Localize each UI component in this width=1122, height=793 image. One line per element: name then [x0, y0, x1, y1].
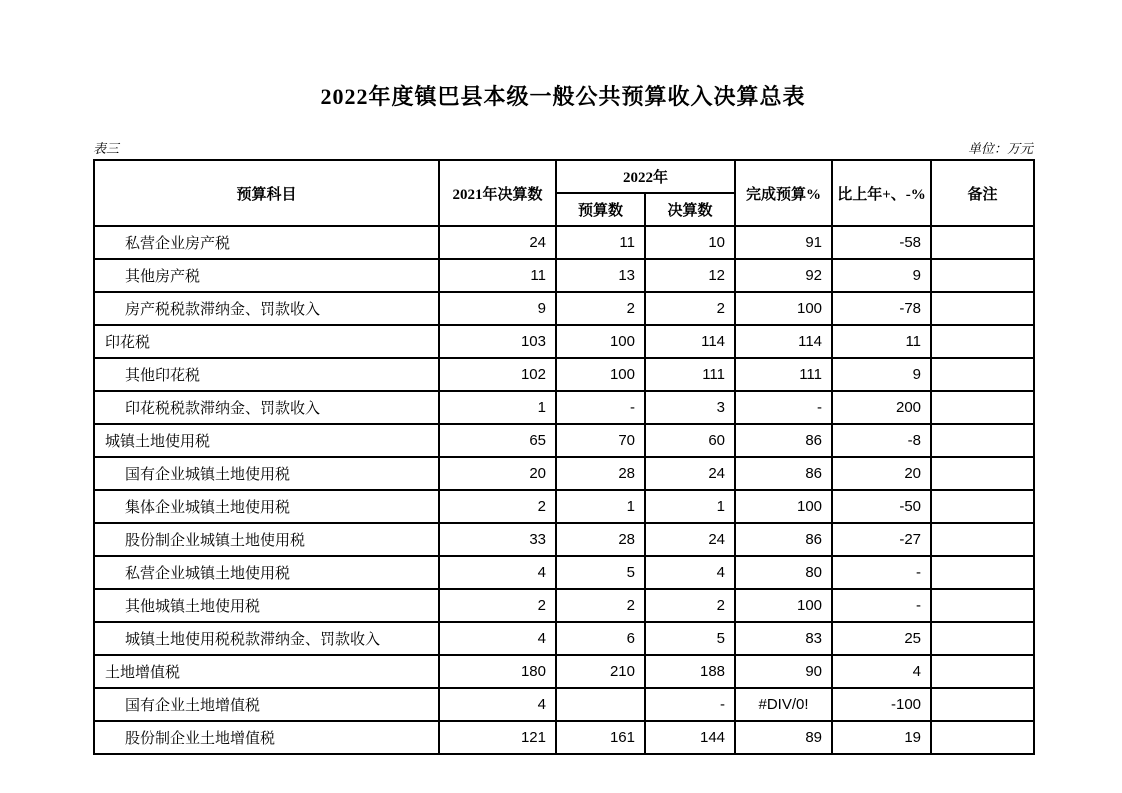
y2022-budget-cell: - — [556, 391, 645, 424]
table-row — [94, 622, 1034, 655]
completion-cell: 100 — [735, 589, 832, 622]
notes-cell — [931, 688, 1034, 721]
table-number-label: 表三 — [93, 141, 120, 156]
y2022-budget-cell: 28 — [556, 523, 645, 556]
subject-cell: 房产税税款滞纳金、罚款收入 — [94, 292, 439, 325]
subject-cell: 其他印花税 — [94, 358, 439, 391]
y2022-budget-cell: 210 — [556, 655, 645, 688]
notes-cell — [931, 358, 1034, 391]
page-title: 2022年度镇巴县本级一般公共预算收入决算总表 — [320, 84, 806, 109]
table-row — [94, 721, 1034, 754]
y2022-budget-cell: 161 — [556, 721, 645, 754]
completion-cell: #DIV/0! — [735, 688, 832, 721]
y2021-final-cell: 180 — [439, 655, 556, 688]
subject-cell: 私营企业城镇土地使用税 — [94, 556, 439, 589]
yoy-cell: 19 — [832, 721, 931, 754]
y2022-final-cell: 144 — [645, 721, 735, 754]
subject-cell: 其他城镇土地使用税 — [94, 589, 439, 622]
document-page — [93, 0, 1033, 755]
table-row — [94, 424, 1034, 457]
subject-cell: 印花税税款滞纳金、罚款收入 — [94, 391, 439, 424]
yoy-cell: - — [832, 589, 931, 622]
notes-cell — [931, 556, 1034, 589]
table-body — [94, 226, 1034, 754]
subject-cell: 印花税 — [94, 325, 439, 358]
table-row — [94, 325, 1034, 358]
budget-revenue-table — [93, 159, 1035, 755]
subject-cell: 城镇土地使用税 — [94, 424, 439, 457]
completion-cell: 111 — [735, 358, 832, 391]
notes-cell — [931, 226, 1034, 259]
completion-cell: 86 — [735, 457, 832, 490]
table-row — [94, 688, 1034, 721]
notes-cell — [931, 457, 1034, 490]
y2022-final-cell: 10 — [645, 226, 735, 259]
completion-cell: 86 — [735, 424, 832, 457]
table-row — [94, 490, 1034, 523]
subject-cell: 国有企业土地增值税 — [94, 688, 439, 721]
col-header-2022-budget: 预算数 — [556, 193, 645, 226]
y2021-final-cell: 1 — [439, 391, 556, 424]
y2022-final-cell: 111 — [645, 358, 735, 391]
notes-cell — [931, 325, 1034, 358]
y2022-budget-cell — [556, 688, 645, 721]
y2022-budget-cell: 13 — [556, 259, 645, 292]
table-row — [94, 292, 1034, 325]
table-row — [94, 589, 1034, 622]
y2021-final-cell: 33 — [439, 523, 556, 556]
notes-cell — [931, 424, 1034, 457]
yoy-cell: 11 — [832, 325, 931, 358]
y2021-final-cell: 4 — [439, 556, 556, 589]
y2022-final-cell: 2 — [645, 589, 735, 622]
y2022-budget-cell: 2 — [556, 589, 645, 622]
subject-cell: 国有企业城镇土地使用税 — [94, 457, 439, 490]
header-row-1 — [94, 160, 1034, 193]
y2021-final-cell: 11 — [439, 259, 556, 292]
col-header-yoy: 比上年+、-% — [832, 160, 931, 226]
subject-cell: 私营企业房产税 — [94, 226, 439, 259]
completion-cell: 80 — [735, 556, 832, 589]
subject-cell: 土地增值税 — [94, 655, 439, 688]
completion-cell: 86 — [735, 523, 832, 556]
y2022-final-cell: 24 — [645, 457, 735, 490]
table-header — [94, 160, 1034, 226]
table-row — [94, 391, 1034, 424]
yoy-cell: -8 — [832, 424, 931, 457]
y2022-final-cell: 3 — [645, 391, 735, 424]
y2022-final-cell: 12 — [645, 259, 735, 292]
completion-cell: 114 — [735, 325, 832, 358]
y2022-final-cell: 114 — [645, 325, 735, 358]
notes-cell — [931, 721, 1034, 754]
col-header-2021-final: 2021年决算数 — [439, 160, 556, 226]
yoy-cell: 9 — [832, 358, 931, 391]
y2021-final-cell: 9 — [439, 292, 556, 325]
subject-cell: 集体企业城镇土地使用税 — [94, 490, 439, 523]
y2022-budget-cell: 6 — [556, 622, 645, 655]
unit-label: 单位：万元 — [967, 141, 1033, 156]
notes-cell — [931, 292, 1034, 325]
y2021-final-cell: 121 — [439, 721, 556, 754]
y2022-budget-cell: 100 — [556, 325, 645, 358]
col-header-completion: 完成预算% — [735, 160, 832, 226]
table-row — [94, 358, 1034, 391]
y2022-budget-cell: 28 — [556, 457, 645, 490]
yoy-cell: 20 — [832, 457, 931, 490]
y2022-final-cell: 188 — [645, 655, 735, 688]
y2022-final-cell: 2 — [645, 292, 735, 325]
yoy-cell: - — [832, 556, 931, 589]
table-row — [94, 655, 1034, 688]
col-header-2022-group: 2022年 — [556, 160, 735, 193]
y2021-final-cell: 20 — [439, 457, 556, 490]
yoy-cell: -27 — [832, 523, 931, 556]
notes-cell — [931, 259, 1034, 292]
notes-cell — [931, 589, 1034, 622]
y2022-budget-cell: 5 — [556, 556, 645, 589]
yoy-cell: 9 — [832, 259, 931, 292]
y2021-final-cell: 24 — [439, 226, 556, 259]
y2022-final-cell: - — [645, 688, 735, 721]
notes-cell — [931, 655, 1034, 688]
completion-cell: - — [735, 391, 832, 424]
yoy-cell: 25 — [832, 622, 931, 655]
notes-cell — [931, 391, 1034, 424]
table-meta-row — [93, 138, 1033, 157]
y2021-final-cell: 102 — [439, 358, 556, 391]
completion-cell: 90 — [735, 655, 832, 688]
completion-cell: 83 — [735, 622, 832, 655]
yoy-cell: 4 — [832, 655, 931, 688]
y2021-final-cell: 65 — [439, 424, 556, 457]
subject-cell: 股份制企业城镇土地使用税 — [94, 523, 439, 556]
y2022-budget-cell: 1 — [556, 490, 645, 523]
subject-cell: 股份制企业土地增值税 — [94, 721, 439, 754]
y2021-final-cell: 4 — [439, 688, 556, 721]
y2022-budget-cell: 100 — [556, 358, 645, 391]
notes-cell — [931, 490, 1034, 523]
completion-cell: 92 — [735, 259, 832, 292]
y2022-budget-cell: 70 — [556, 424, 645, 457]
table-row — [94, 556, 1034, 589]
subject-cell: 其他房产税 — [94, 259, 439, 292]
completion-cell: 100 — [735, 292, 832, 325]
y2021-final-cell: 2 — [439, 490, 556, 523]
table-row — [94, 457, 1034, 490]
yoy-cell: -100 — [832, 688, 931, 721]
notes-cell — [931, 523, 1034, 556]
yoy-cell: -58 — [832, 226, 931, 259]
completion-cell: 100 — [735, 490, 832, 523]
subject-cell: 城镇土地使用税税款滞纳金、罚款收入 — [94, 622, 439, 655]
table-row — [94, 226, 1034, 259]
y2022-budget-cell: 2 — [556, 292, 645, 325]
y2022-final-cell: 1 — [645, 490, 735, 523]
table-row — [94, 523, 1034, 556]
y2022-budget-cell: 11 — [556, 226, 645, 259]
y2022-final-cell: 5 — [645, 622, 735, 655]
col-header-2022-final: 决算数 — [645, 193, 735, 226]
y2021-final-cell: 2 — [439, 589, 556, 622]
y2021-final-cell: 103 — [439, 325, 556, 358]
yoy-cell: -50 — [832, 490, 931, 523]
y2022-final-cell: 60 — [645, 424, 735, 457]
y2022-final-cell: 24 — [645, 523, 735, 556]
completion-cell: 89 — [735, 721, 832, 754]
col-header-subject: 预算科目 — [94, 160, 439, 226]
notes-cell — [931, 622, 1034, 655]
col-header-notes: 备注 — [931, 160, 1034, 226]
y2022-final-cell: 4 — [645, 556, 735, 589]
yoy-cell: 200 — [832, 391, 931, 424]
y2021-final-cell: 4 — [439, 622, 556, 655]
yoy-cell: -78 — [832, 292, 931, 325]
completion-cell: 91 — [735, 226, 832, 259]
table-row — [94, 259, 1034, 292]
